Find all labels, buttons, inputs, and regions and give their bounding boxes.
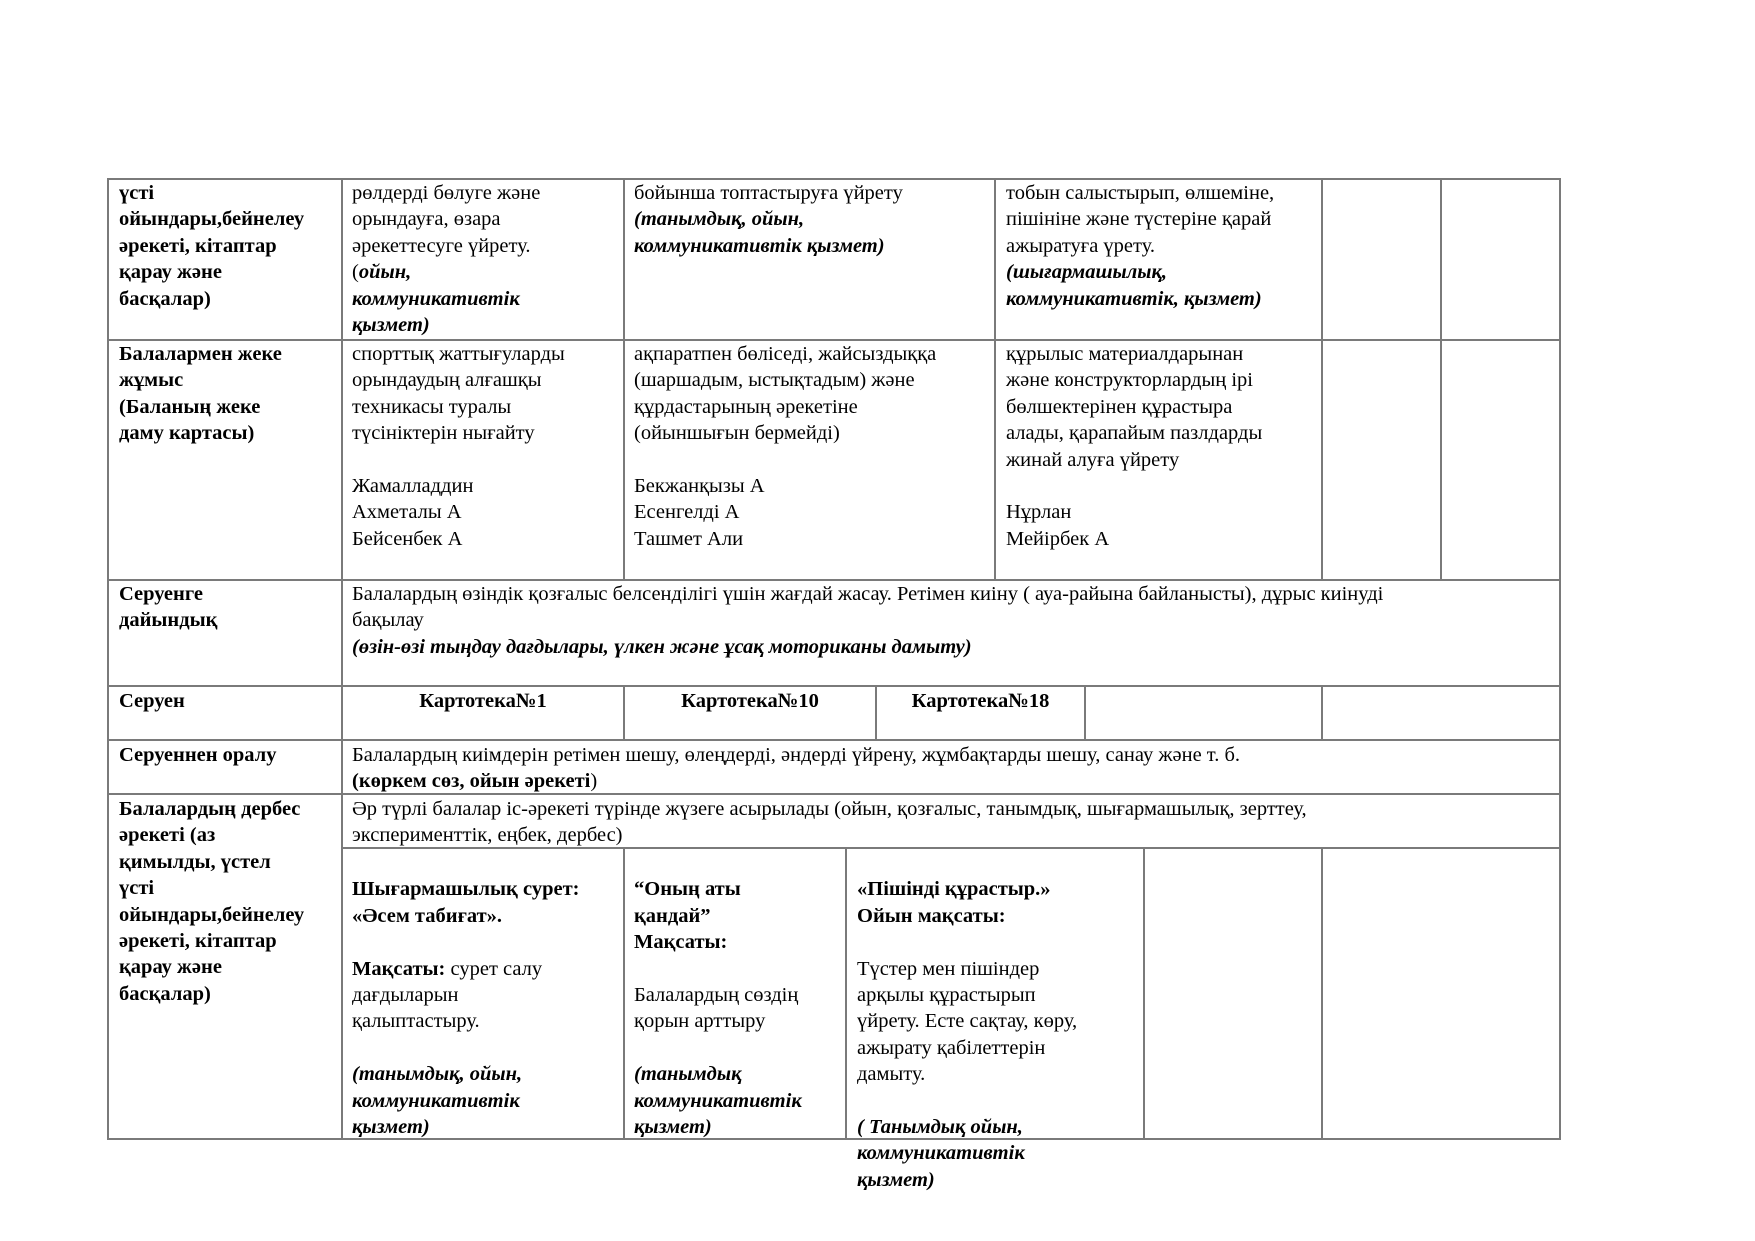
cell-plain: тобын салыстырып, өлшеміне, пішініне және түстеріне қарай ажыратуға үрету. xyxy=(1006,182,1275,257)
game-1 xyxy=(352,850,579,1167)
card-file-10: Картотека№10 xyxy=(681,690,819,712)
activity-type: (көркем сөз, ойын әрекеті xyxy=(352,770,591,793)
table-border xyxy=(341,178,343,1140)
table-border xyxy=(1559,178,1561,1140)
game-title: Шығармашылық сурет: «Әсем табиғат». xyxy=(352,878,580,927)
cell-text: спорттық жаттығуларды орындаудың алғашқы техникасы туралы түсініктерін нығайту Жамалладдин Ахметалы А Бейсенбек А xyxy=(352,343,565,550)
game-3 xyxy=(857,850,1077,1220)
table-border xyxy=(1321,685,1323,740)
table-border xyxy=(1440,178,1442,580)
table-border xyxy=(107,1138,1560,1140)
game-title: «Пішінді құрастыр.» Ойын мақсаты: xyxy=(857,878,1051,927)
game-2 xyxy=(634,850,802,1167)
cell-text xyxy=(1006,180,1274,312)
activity-type: (танымдық коммуникативтік қызмет) xyxy=(634,1063,802,1139)
activity-type: (шығармашылық, коммуникативтік, қызмет) xyxy=(1006,261,1262,310)
cell-text: Әр түрлі балалар іс-әрекеті түрінде жүзеге асырылады (ойын, қозғалыс, танымдық, шығармашылық, зерттеу, эксперименттік, еңбек, дербес) xyxy=(352,798,1307,847)
table-border xyxy=(1321,847,1323,1139)
goal-text: сурет салу дағдыларын қалыптастыру. xyxy=(352,957,543,1033)
row-label: Серуенге дайындық xyxy=(119,583,218,632)
table-border xyxy=(623,178,625,580)
table-border xyxy=(107,178,109,1140)
row-label: Серуен xyxy=(119,690,185,712)
activity-type: (өзін-өзі тыңдау дағдылары, үлкен және ұсақ моториканы дамыту) xyxy=(352,635,972,658)
table-border xyxy=(107,739,1560,741)
cell-text xyxy=(352,581,1552,660)
table-border xyxy=(1143,847,1145,1139)
table-border xyxy=(107,685,1560,687)
table-border xyxy=(1321,178,1323,580)
table-border xyxy=(994,178,996,580)
cell-text xyxy=(352,180,540,338)
cell-plain: бойынша топтастыруға үйрету xyxy=(634,182,903,204)
cell-text: құрылыс материалдарынан және конструкторлардың ірі бөлшектерінен құрастыра алады, қарапайым пазлдарды жинай алуға үйрету Нұрлан Мейірбек А xyxy=(1006,343,1263,550)
row-label: үсті ойындары,бейнелеу әрекеті, кітаптар қарау және басқалар) xyxy=(119,182,305,310)
game-title: “Оның аты қандай” Мақсаты: xyxy=(634,878,741,954)
goal-label: Мақсаты: xyxy=(352,957,446,980)
activity-type: ( Танымдық ойын, коммуникативтік қызмет) xyxy=(857,1116,1025,1191)
cell-plain: ) xyxy=(590,770,598,793)
goal-text: Түстер мен пішіндер арқылы құрастырып үйрету. Есте сақтау, көру, ажырату қабілеттерін дамыту. xyxy=(857,957,1078,1086)
activity-type: (танымдық, ойын, коммуникативтік қызмет) xyxy=(352,1063,523,1139)
table-border xyxy=(1084,685,1086,740)
row-label: Балалардың дербес әрекеті (аз қимылды, үстел үсті ойындары,бейнелеу әрекеті, кітаптар қарау және басқалар) xyxy=(119,798,305,1005)
cell-plain: Балалардың өзіндік қозғалыс белсенділігі үшін жағдай жасау. Ретімен киіну ( ауа-райына байланысты), дұрыс киінуді бақылау xyxy=(352,583,1384,632)
cell-plain: рөлдерді бөлуге және орындауға, өзара әрекеттесуге үйрету. ( xyxy=(352,182,541,284)
row-label: Балалармен жеке жұмыс (Баланың жеке даму картасы) xyxy=(119,343,282,445)
activity-type: ойын, коммуникативтік қызмет) xyxy=(352,261,520,337)
cell-text xyxy=(352,742,1552,795)
cell-plain: Балалардың киімдерін ретімен шешу, өлеңдерді, әндерді үйрену, жұмбақтарды шешу, санау және т. б. xyxy=(352,744,1241,766)
row-label: Серуеннен оралу xyxy=(119,744,277,766)
activity-type: (танымдық, ойын, коммуникативтік қызмет) xyxy=(634,208,885,257)
card-file-18: Картотека№18 xyxy=(911,690,1050,712)
table-border xyxy=(623,847,625,1139)
cell-text xyxy=(634,180,903,259)
cell-text: ақпаратпен бөліседі, жайсыздыққа (шаршадым, ыстықтадым) және құрдастарының әрекетіне (ойыншығын бермейді) Бекжанқызы А Есенгелді А Ташмет Али xyxy=(634,343,937,550)
card-file-1: Картотека№1 xyxy=(419,690,547,712)
table-border xyxy=(845,847,847,1139)
goal-text: Балалардың сөздің қорын арттыру xyxy=(634,984,799,1033)
